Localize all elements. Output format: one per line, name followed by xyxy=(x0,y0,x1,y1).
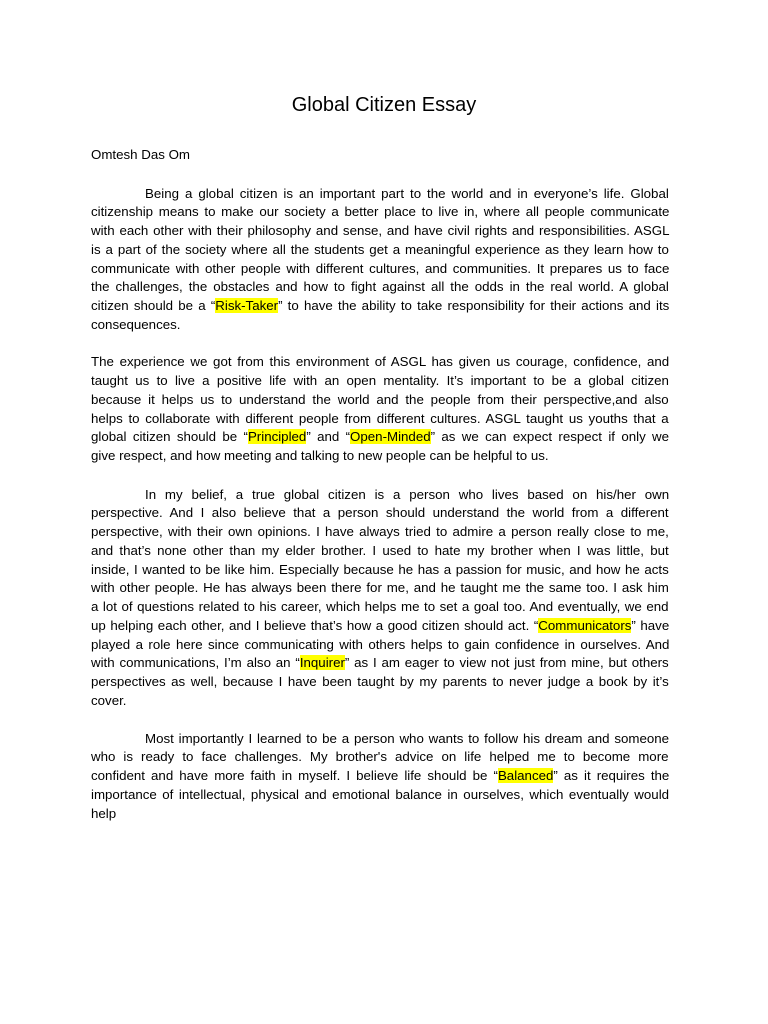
text-run: inside, I wanted to be like him. Especially because he has a passion for music, and how he acts xyxy=(91,561,669,577)
text-line xyxy=(91,767,669,786)
text-run: citizenship means to make our society a better place to live in, where all people communicate xyxy=(91,204,670,220)
text-line xyxy=(91,316,180,335)
text-line xyxy=(91,297,669,316)
text-run: cover. xyxy=(91,692,127,708)
text-run: because it helps us to understand the world and the people from their perspective,and also xyxy=(91,391,669,407)
text-line xyxy=(91,579,669,598)
text-run: importance of intellectual, physical and emotional balance in ourselves, which eventually would xyxy=(91,786,670,802)
text-run: who is ready to face challenges. My brother's advice on life helped me to become more xyxy=(91,749,669,765)
highlighted-term: Inquirer xyxy=(299,655,345,671)
text-line xyxy=(91,673,669,692)
highlighted-term: Open-Minded xyxy=(350,429,431,445)
text-line xyxy=(91,561,669,580)
highlighted-term: Principled xyxy=(247,429,307,445)
text-run: and that’s none other than my elder brother. I used to hate my brother when I was little, but xyxy=(91,542,669,558)
text-line xyxy=(91,542,669,561)
text-line xyxy=(91,504,669,523)
text-run: helps to collaborate with different people from different cultures. ASGL taught us youths that a xyxy=(91,410,669,426)
text-run: help xyxy=(91,805,117,821)
text-line xyxy=(91,523,669,542)
text-line xyxy=(91,617,669,636)
text-line xyxy=(145,730,669,749)
author-name: Omtesh Das Om xyxy=(91,147,191,162)
text-run: a lot of questions related to his career, which helps me to set a goal too. And eventually, we end xyxy=(91,599,669,614)
text-run: The experience we got from this environment of ASGL has given us courage, confidence, and xyxy=(91,354,670,370)
text-run: perspective. And I also believe that a person should understand the world from a different xyxy=(91,505,669,521)
text-run: ” as we can expect respect if only we xyxy=(430,429,670,445)
text-line xyxy=(91,447,549,466)
text-run: global citizen should be “ xyxy=(91,429,248,445)
text-line xyxy=(91,410,669,429)
text-line xyxy=(91,748,669,767)
text-run: up helping each other, and I believe that’s how a good citizen should act. “ xyxy=(91,617,539,633)
text-run: In my belief, a true global citizen is a person who lives based on his/her own xyxy=(145,486,670,502)
text-run: the challenges, the obstacles and how to fight against all the odds in the real world. A global xyxy=(91,279,669,295)
text-run: Most importantly I learned to be a person who wants to follow his dream and someone xyxy=(145,730,670,746)
text-run: perspective, with their own opinions. I have always tried to admire a person really close to me, xyxy=(91,524,669,539)
text-run: citizen should be a “ xyxy=(91,298,216,313)
text-run: give respect, and how meeting and talking to new people can be helpful to us. xyxy=(91,448,549,464)
highlighted-term: Risk-Taker xyxy=(215,298,279,313)
text-run: with communications, I’m also an “ xyxy=(91,655,300,671)
text-run: ” as it requires the xyxy=(553,768,670,783)
text-line xyxy=(91,278,669,297)
text-run: confident and have more faith in myself. I believe life should be “ xyxy=(91,768,498,783)
text-line xyxy=(91,786,669,805)
text-run: is a part of the society where all the students get a meaningful experience as they learn how to xyxy=(91,241,669,257)
text-run: ” as I am eager to view not just from mine, but others xyxy=(344,655,669,671)
text-line xyxy=(91,241,669,260)
text-line xyxy=(91,654,669,673)
text-run: ” and “ xyxy=(306,429,351,445)
text-run: Being a global citizen is an important part to the world and in everyone’s life. Global xyxy=(145,185,669,201)
text-line xyxy=(91,598,669,617)
text-run: with other people. He has always been there for me, and he taught me the same too. I ask him xyxy=(91,580,669,596)
text-run: perspectives as well, because I have been taught by my parents to never judge a book by it’s xyxy=(91,674,669,689)
text-line xyxy=(91,391,669,410)
text-line xyxy=(91,372,669,391)
text-line xyxy=(91,692,126,711)
essay-title: Global Citizen Essay xyxy=(291,94,477,116)
text-run: ” to have the ability to take responsibility for their actions and its xyxy=(278,298,670,313)
text-run: played a role here since communicating with others helps to gain confidence in ourselves. And xyxy=(91,636,670,652)
text-line xyxy=(91,805,116,824)
text-run: consequences. xyxy=(91,316,181,332)
text-line xyxy=(91,222,669,241)
text-line xyxy=(145,185,669,204)
text-line xyxy=(91,636,669,655)
text-line xyxy=(91,428,669,447)
text-run: communicate with other people with different cultures, and communities. It prepares us to face xyxy=(91,260,670,276)
text-run: taught us to live a positive life with an open mentality. It’s important to be a global citizen xyxy=(91,373,669,389)
text-run: ” have xyxy=(631,617,670,633)
highlighted-term: Balanced xyxy=(497,768,554,783)
text-run: with each other with their philosophy and sense, and have civil rights and responsibilities. ASGL xyxy=(91,223,670,238)
text-line xyxy=(91,203,669,222)
highlighted-term: Communicators xyxy=(538,617,632,633)
text-line xyxy=(91,260,669,279)
text-line xyxy=(145,486,669,505)
text-line xyxy=(91,353,669,372)
